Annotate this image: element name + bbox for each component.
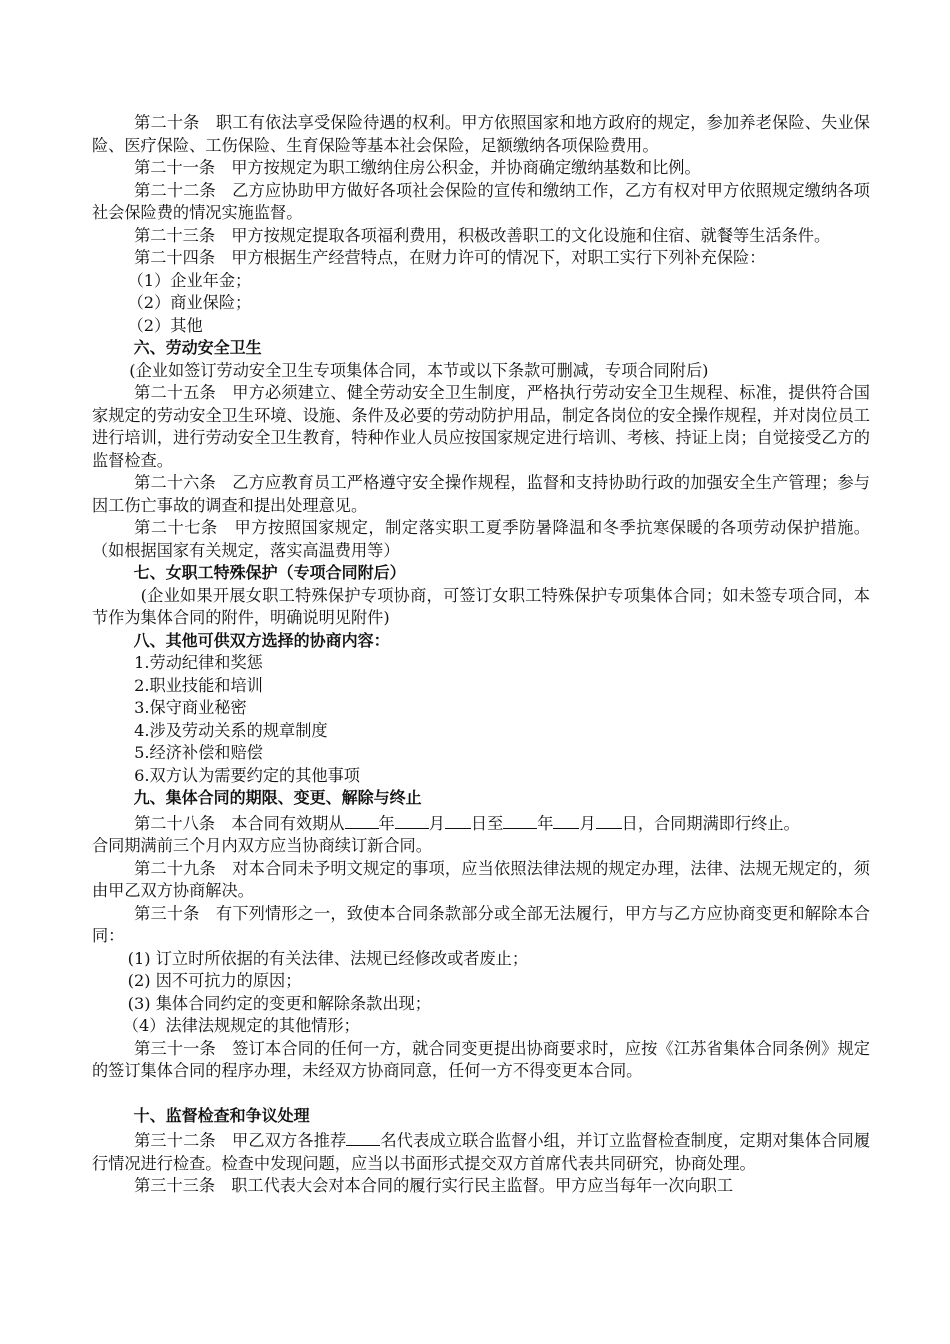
article-28-text: 年: [537, 813, 554, 833]
article-28-text: 月: [579, 813, 596, 833]
section-9-heading: 九、集体合同的期限、变更、解除与终止: [133, 788, 422, 807]
section-8-heading: 八、其他可供双方选择的协商内容：: [133, 630, 390, 650]
article-24: 第二十四条 甲方根据生产经营特点，在财力许可的情况下，对职工实行下列补充保险：: [134, 248, 766, 267]
section-6-note: (企业如签订劳动安全卫生专项集体合同，本节或以下条款可删减，专项合同附后): [129, 360, 709, 380]
article-27: 第二十七条 甲方按照国家规定，制定落实职工夏季防暑降温和冬季抗寒保暖的各项劳动保护措施。（如根据国家有关规定，落实高温费用等）: [92, 518, 870, 560]
blank-field: [553, 810, 579, 829]
blank-line: [92, 1083, 870, 1105]
list-item: 4.涉及劳动关系的规章制度: [134, 720, 328, 740]
list-item: （1）企业年金；: [127, 270, 252, 290]
article-32-text: 名代表成立联合监督小组，并订立监督检查制度，定期对集体合同履行情况进行检查。检查中发现问题，应当以书面形式提交双方首席代表共同研究，协商处理。: [92, 1131, 871, 1173]
article-28-text: 日至: [470, 813, 504, 833]
section-7-heading: 七、女职工特殊保护（专项合同附后）: [133, 563, 406, 582]
list-item: 5.经济补偿和赔偿: [134, 743, 263, 762]
article-28-text: 日，合同期满即行终止。: [621, 813, 800, 833]
article-32: [92, 1127, 870, 1175]
article-23: 第二十三条 甲方按规定提取各项福利费用，积极改善职工的文化设施和住宿、就餐等生活条件。: [134, 225, 831, 245]
article-26: 第二十六条 乙方应教育员工严格遵守安全操作规程，监督和支持协助行政的加强安全生产管理；参与因工伤亡事故的调查和提出处理意见。: [92, 473, 870, 515]
article-32-text: 第三十二条 甲乙双方各推荐: [134, 1131, 347, 1150]
article-20: 第二十条 职工有依法享受保险待遇的权利。甲方依照国家和地方政府的规定，参加养老保险、失业保险、医疗保险、工伤保险、生育保险等基本社会保险，足额缴纳各项保险费用。: [92, 113, 870, 155]
list-item: (3) 集体合同约定的变更和解除条款出现；: [127, 993, 431, 1013]
list-item: (2) 因不可抗力的原因；: [127, 971, 302, 990]
article-28-cont: 合同期满前三个月内双方应当协商续订新合同。: [92, 836, 432, 855]
section-6-heading: 六、劳动安全卫生: [133, 338, 262, 357]
article-28-text: 月: [428, 813, 445, 833]
list-item: 3.保守商业秘密: [134, 698, 247, 717]
article-21: 第二十一条 甲方按规定为职工缴纳住房公积金，并协商确定缴纳基数和比例。: [134, 158, 701, 177]
list-item: （4）法律法规规定的其他情形；: [122, 1016, 360, 1035]
article-28-text: 第二十八条 本合同有效期从: [134, 813, 345, 833]
blank-field: [346, 1127, 380, 1146]
article-25: 第二十五条 甲方必须建立、健全劳动安全卫生制度，严格执行劳动安全卫生规程、标准，提供符合国家规定的劳动安全卫生环境、设施、条件及必要的劳动防护用品，制定各岗位的安全操作规程，并对岗位员工进行培训，进行劳动安全卫生教育，特种作业人员应按国家规定进行培训、考核、持证上岗；自觉接受乙方的监督检查。: [92, 383, 870, 470]
blank-field: [395, 810, 429, 829]
blank-field: [503, 810, 537, 829]
article-33: 第三十三条 职工代表大会对本合同的履行实行民主监督。甲方应当每年一次向职工: [134, 1176, 734, 1195]
article-22: 第二十二条 乙方应协助甲方做好各项社会保险的宣传和缴纳工作，乙方有权对甲方依照规定缴纳各项社会保险费的情况实施监督。: [92, 180, 870, 222]
article-29: 第二十九条 对本合同未予明文规定的事项，应当依照法律法规的规定办理，法律、法规无规定的，须由甲乙双方协商解决。: [92, 858, 870, 900]
list-item: （2）其他: [127, 315, 203, 335]
article-31: 第三十一条 签订本合同的任何一方，就合同变更提出协商要求时，应按《江苏省集体合同条例》规定的签订集体合同的程序办理，未经双方协商同意，任何一方不得变更本合同。: [92, 1038, 870, 1080]
blank-field: [345, 810, 379, 829]
article-30: 第三十条 有下列情形之一，致使本合同条款部分或全部无法履行，甲方与乙方应协商变更和解除本合同：: [92, 903, 870, 945]
article-28-text: 年: [378, 813, 395, 833]
list-item: （2）商业保险；: [127, 293, 252, 312]
list-item: (1) 订立时所依据的有关法律、法规已经修改或者废止；: [127, 948, 529, 968]
blank-field: [596, 810, 622, 829]
section-7-note: (企业如果开展女职工特殊保护专项协商，可签订女职工特殊保护专项集体合同；如未签专项合同，本节作为集体合同的附件，明确说明见附件): [92, 585, 870, 627]
section-10-heading: 十、监督检查和争议处理: [133, 1105, 310, 1125]
list-item: 6.双方认为需要约定的其他事项: [134, 765, 360, 785]
list-item: 1.劳动纪律和奖惩: [134, 653, 263, 672]
list-item: 2.职业技能和培训: [134, 675, 263, 695]
blank-field: [445, 810, 471, 829]
article-28: [92, 810, 870, 836]
